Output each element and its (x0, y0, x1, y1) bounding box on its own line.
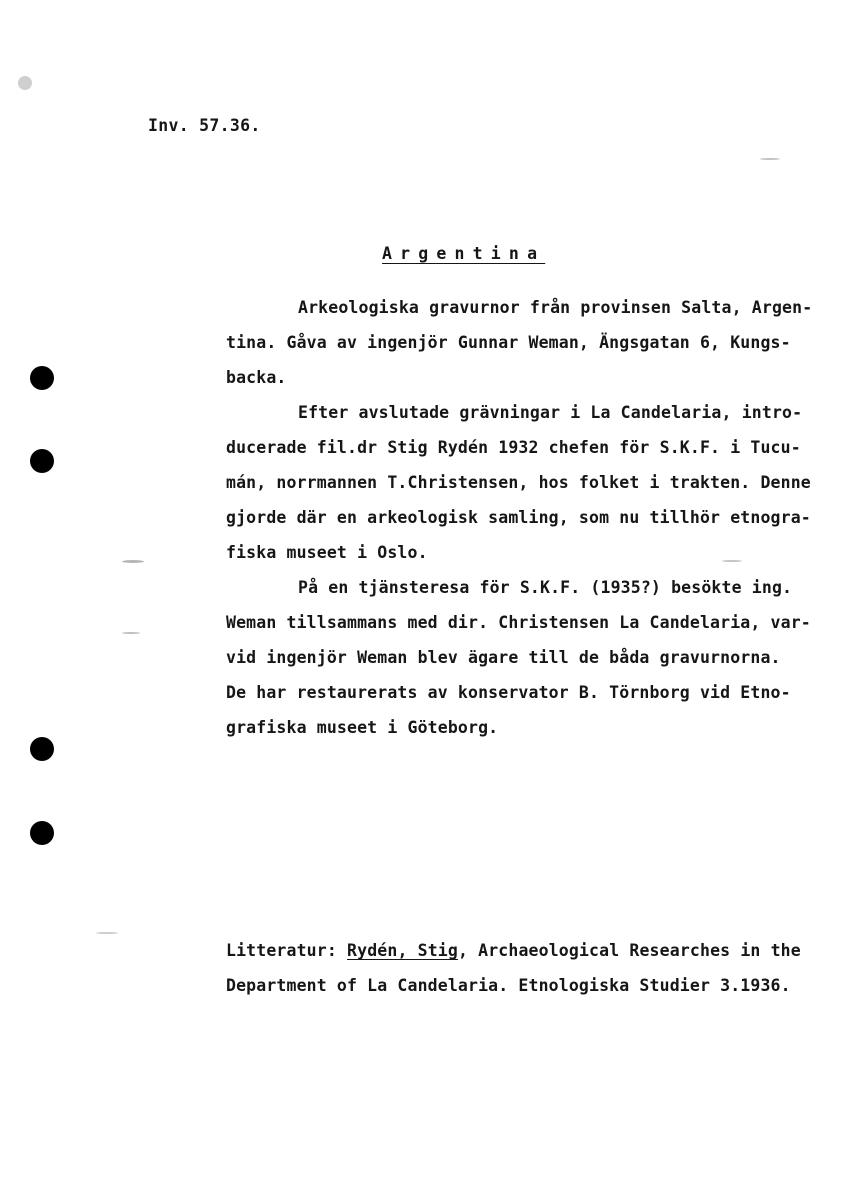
body-line: Efter avslutade grävningar i La Candelaria, intro- (298, 403, 803, 422)
body-line: De har restaurerats av konservator B. Törnborg vid Etno- (226, 683, 791, 702)
body-line: vid ingenjör Weman blev ägare till de båda gravurnorna. (226, 648, 781, 667)
punch-hole (30, 449, 54, 473)
literature-title-part: , Archaeological Researches in the (457, 941, 801, 960)
document-title: Argentina (382, 244, 546, 263)
body-line: grafiska museet i Göteborg. (226, 718, 499, 737)
literature-author: Rydén, Stig (347, 941, 458, 960)
literature-line: Department of La Candelaria. Etnologiska Studier 3.1936. (226, 976, 791, 995)
punch-hole (30, 366, 54, 390)
body-line: Weman tillsammans med dir. Christensen La Candelaria, var- (226, 613, 811, 632)
scan-mark (722, 560, 742, 562)
punch-hole (30, 737, 54, 761)
scan-mark (122, 560, 144, 563)
body-line: gjorde där en arkeologisk samling, som nu tillhör etnogra- (226, 508, 811, 527)
scan-mark (18, 76, 32, 90)
inventory-number: Inv. 57.36. (148, 116, 261, 135)
literature-line (226, 941, 801, 961)
body-line: Arkeologiska gravurnor från provinsen Salta, Argen- (298, 298, 813, 317)
body-line: ducerade fil.dr Stig Rydén 1932 chefen för S.K.F. i Tucu- (226, 438, 801, 457)
body-line: fiska museet i Oslo. (226, 543, 428, 562)
scan-mark (122, 632, 140, 634)
scan-mark (760, 158, 780, 160)
body-line: På en tjänsteresa för S.K.F. (1935?) besökte ing. (298, 578, 793, 597)
literature-label: Litteratur: (226, 941, 337, 960)
body-line: tina. Gåva av ingenjör Gunnar Weman, Ängsgatan 6, Kungs- (226, 333, 791, 352)
scan-mark (96, 932, 118, 934)
body-line: mán, norrmannen T.Christensen, hos folket i trakten. Denne (226, 473, 811, 492)
punch-hole (30, 821, 54, 845)
body-line: backa. (226, 368, 287, 387)
